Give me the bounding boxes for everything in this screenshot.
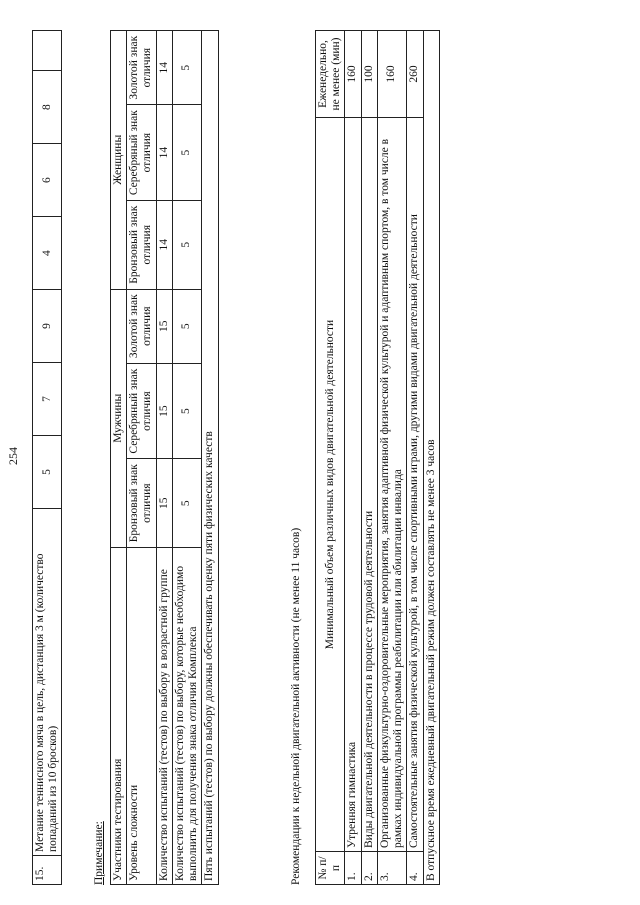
level-header: Бронзовый знак отличия bbox=[127, 200, 156, 289]
table-row bbox=[33, 31, 62, 885]
note-footer: Пять испытаний (тестов) по выбору должны обеспечивать оценку пяти физических качеств bbox=[202, 31, 218, 885]
men-label: Мужчины bbox=[111, 289, 127, 547]
col-activity-header: Минимальный объем различных видов двигательной деятельности bbox=[316, 118, 345, 852]
row-label: Количество испытаний (тестов) по выбору в возрастной группе bbox=[156, 548, 172, 885]
page-number: 254 bbox=[6, 447, 20, 465]
value-cell: 5 bbox=[172, 31, 201, 105]
activity-text: Самостоятельные занятия физической культурой, в том числе спортивными играми, другими видами двигательной деятельности bbox=[407, 118, 423, 852]
table-row bbox=[111, 31, 127, 885]
test-row-table bbox=[32, 30, 62, 885]
level-header: Серебряный знак отличия bbox=[127, 363, 156, 459]
activity-text: Утренняя гимнастика bbox=[345, 118, 361, 852]
minutes-cell: 260 bbox=[407, 31, 423, 118]
value-cell: 5 bbox=[172, 200, 201, 289]
activity-text: Организованные физкультурно-оздоровительные мероприятия, занятия адаптивной физической культурой и адаптивным спортом, в том числе в рамках индивидуальной программы реабилитации или абилитации инвалида bbox=[377, 118, 406, 852]
table-row bbox=[156, 31, 172, 885]
women-label: Женщины bbox=[111, 31, 127, 290]
value-cell: 5 bbox=[172, 363, 201, 459]
value-cell: 8 bbox=[33, 71, 62, 144]
value-cell bbox=[33, 31, 62, 71]
table-row bbox=[423, 31, 439, 885]
value-cell: 14 bbox=[156, 31, 172, 105]
level-header: Золотой знак отличия bbox=[127, 31, 156, 105]
activity-table bbox=[315, 30, 440, 885]
value-cell: 6 bbox=[33, 144, 62, 217]
table-row bbox=[172, 31, 201, 885]
value-cell: 5 bbox=[33, 436, 62, 509]
row-number: 15. bbox=[33, 856, 62, 885]
table-row bbox=[407, 31, 423, 885]
value-cell: 15 bbox=[156, 459, 172, 548]
col-num-header: № п/п bbox=[316, 852, 345, 885]
value-cell: 5 bbox=[172, 105, 201, 201]
row-label: Количество испытаний (тестов) по выбору, которые необходимо выполнить для получения знака отличия Комплекса bbox=[172, 548, 201, 885]
row-number: 2. bbox=[361, 852, 377, 885]
value-cell: 7 bbox=[33, 363, 62, 436]
minutes-cell: 160 bbox=[345, 31, 361, 118]
row-number: 1. bbox=[345, 852, 361, 885]
col-time-header: Еженедельно, не менее (мин) bbox=[316, 31, 345, 118]
minutes-cell: 160 bbox=[377, 31, 406, 118]
recommendations-title: Рекомендации к недельной двигательной активности (не менее 11 часов) bbox=[290, 527, 302, 885]
test-description: Метание теннисного мяча в цель, дистанция 3 м (количество попаданий из 10 бросков) bbox=[33, 509, 62, 856]
minutes-cell: 100 bbox=[361, 31, 377, 118]
value-cell: 5 bbox=[172, 459, 201, 548]
level-header: Бронзовый знак отличия bbox=[127, 459, 156, 548]
value-cell: 4 bbox=[33, 217, 62, 290]
value-cell: 5 bbox=[172, 289, 201, 363]
activity-text: Виды двигательной деятельности в процессе трудовой деятельности bbox=[361, 118, 377, 852]
activity-footer: В отпускное время ежедневный двигательный режим должен составлять не менее 3 часов bbox=[423, 31, 439, 885]
level-header: Серебряный знак отличия bbox=[127, 105, 156, 201]
table-row bbox=[316, 31, 345, 885]
level-header: Золотой знак отличия bbox=[127, 289, 156, 363]
value-cell: 14 bbox=[156, 105, 172, 201]
level-label: Уровень сложности bbox=[127, 548, 156, 885]
table-row bbox=[361, 31, 377, 885]
table-row bbox=[377, 31, 406, 885]
value-cell: 15 bbox=[156, 289, 172, 363]
note-label: Примечание: bbox=[93, 821, 105, 885]
row-number: 4. bbox=[407, 852, 423, 885]
table-row bbox=[345, 31, 361, 885]
participants-label: Участники тестирования bbox=[111, 548, 127, 885]
value-cell: 15 bbox=[156, 363, 172, 459]
value-cell: 9 bbox=[33, 290, 62, 363]
row-number: 3. bbox=[377, 852, 406, 885]
table-row bbox=[127, 31, 156, 885]
value-cell: 14 bbox=[156, 200, 172, 289]
table-row bbox=[202, 31, 218, 885]
note-table bbox=[110, 30, 219, 885]
